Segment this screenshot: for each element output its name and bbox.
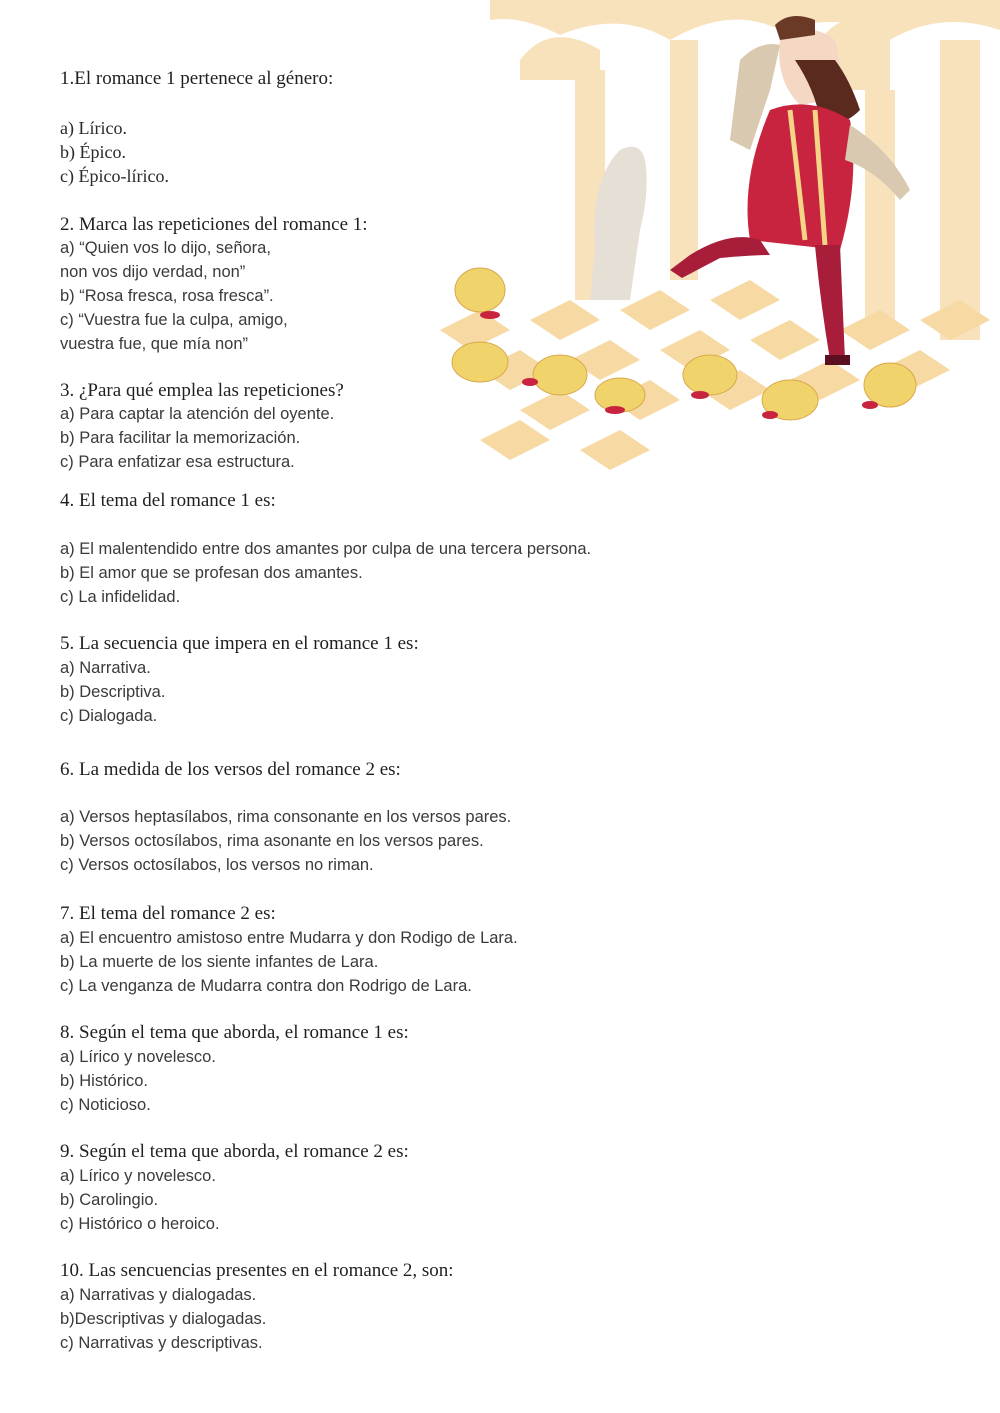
question-6-option-a: a) Versos heptasílabos, rima consonante en los versos pares. — [60, 808, 512, 826]
question-6-option-c: c) Versos octosílabos, los versos no riman. — [60, 856, 374, 874]
question-1-option-a: a) Lírico. — [60, 118, 127, 138]
question-1-title: 1.El romance 1 pertenece al género: — [60, 68, 334, 89]
question-5-option-a: a) Narrativa. — [60, 659, 151, 677]
question-5-option-b: b) Descriptiva. — [60, 683, 166, 701]
question-2-option-c-line2: vuestra fue, que mía non” — [60, 335, 249, 353]
question-2-option-b: b) “Rosa fresca, rosa fresca”. — [60, 287, 274, 305]
question-3-option-c: c) Para enfatizar esa estructura. — [60, 453, 295, 471]
question-3-title: 3. ¿Para qué emplea las repeticiones? — [60, 380, 344, 401]
question-8-option-c: c) Noticioso. — [60, 1096, 151, 1114]
question-8-title: 8. Según el tema que aborda, el romance 1 es: — [60, 1022, 409, 1043]
question-9-option-b: b) Carolingio. — [60, 1191, 159, 1209]
question-9-option-c: c) Histórico o heroico. — [60, 1215, 220, 1233]
question-2-option-c: c) “Vuestra fue la culpa, amigo, — [60, 311, 288, 329]
question-1-option-c: c) Épico-lírico. — [60, 166, 169, 186]
question-5-option-c: c) Dialogada. — [60, 707, 158, 725]
question-4-option-b: b) El amor que se profesan dos amantes. — [60, 564, 363, 582]
question-7-title: 7. El tema del romance 2 es: — [60, 903, 276, 924]
question-1-option-b: b) Épico. — [60, 142, 126, 162]
question-4-option-c: c) La infidelidad. — [60, 588, 181, 606]
question-7-option-b: b) La muerte de los siente infantes de Lara. — [60, 953, 379, 971]
question-8-option-b: b) Histórico. — [60, 1072, 149, 1090]
question-3-option-a: a) Para captar la atención del oyente. — [60, 405, 335, 423]
question-7-option-c: c) La venganza de Mudarra contra don Rodrigo de Lara. — [60, 977, 472, 995]
question-2-option-a: a) “Quien vos lo dijo, señora, — [60, 239, 271, 257]
question-2-title: 2. Marca las repeticiones del romance 1: — [60, 214, 368, 235]
question-10-option-c: c) Narrativas y descriptivas. — [60, 1334, 263, 1352]
question-6-title: 6. La medida de los versos del romance 2 es: — [60, 759, 401, 780]
question-4-option-a: a) El malentendido entre dos amantes por culpa de una tercera persona. — [60, 540, 592, 558]
knight-illustration — [420, 0, 1000, 470]
question-6-option-b: b) Versos octosílabos, rima asonante en los versos pares. — [60, 832, 484, 850]
question-5-title: 5. La secuencia que impera en el romance 1 es: — [60, 633, 419, 654]
question-4-title: 4. El tema del romance 1 es: — [60, 490, 276, 511]
question-3-option-b: b) Para facilitar la memorización. — [60, 429, 301, 447]
question-10-option-a: a) Narrativas y dialogadas. — [60, 1286, 257, 1304]
question-10-title: 10. Las sencuencias presentes en el romance 2, son: — [60, 1260, 454, 1281]
question-9-title: 9. Según el tema que aborda, el romance 2 es: — [60, 1141, 409, 1162]
question-10-option-b: b)Descriptivas y dialogadas. — [60, 1310, 267, 1328]
question-9-option-a: a) Lírico y novelesco. — [60, 1167, 216, 1185]
question-2-option-a-line2: non vos dijo verdad, non” — [60, 263, 246, 281]
question-8-option-a: a) Lírico y novelesco. — [60, 1048, 216, 1066]
question-7-option-a: a) El encuentro amistoso entre Mudarra y don Rodigo de Lara. — [60, 929, 518, 947]
